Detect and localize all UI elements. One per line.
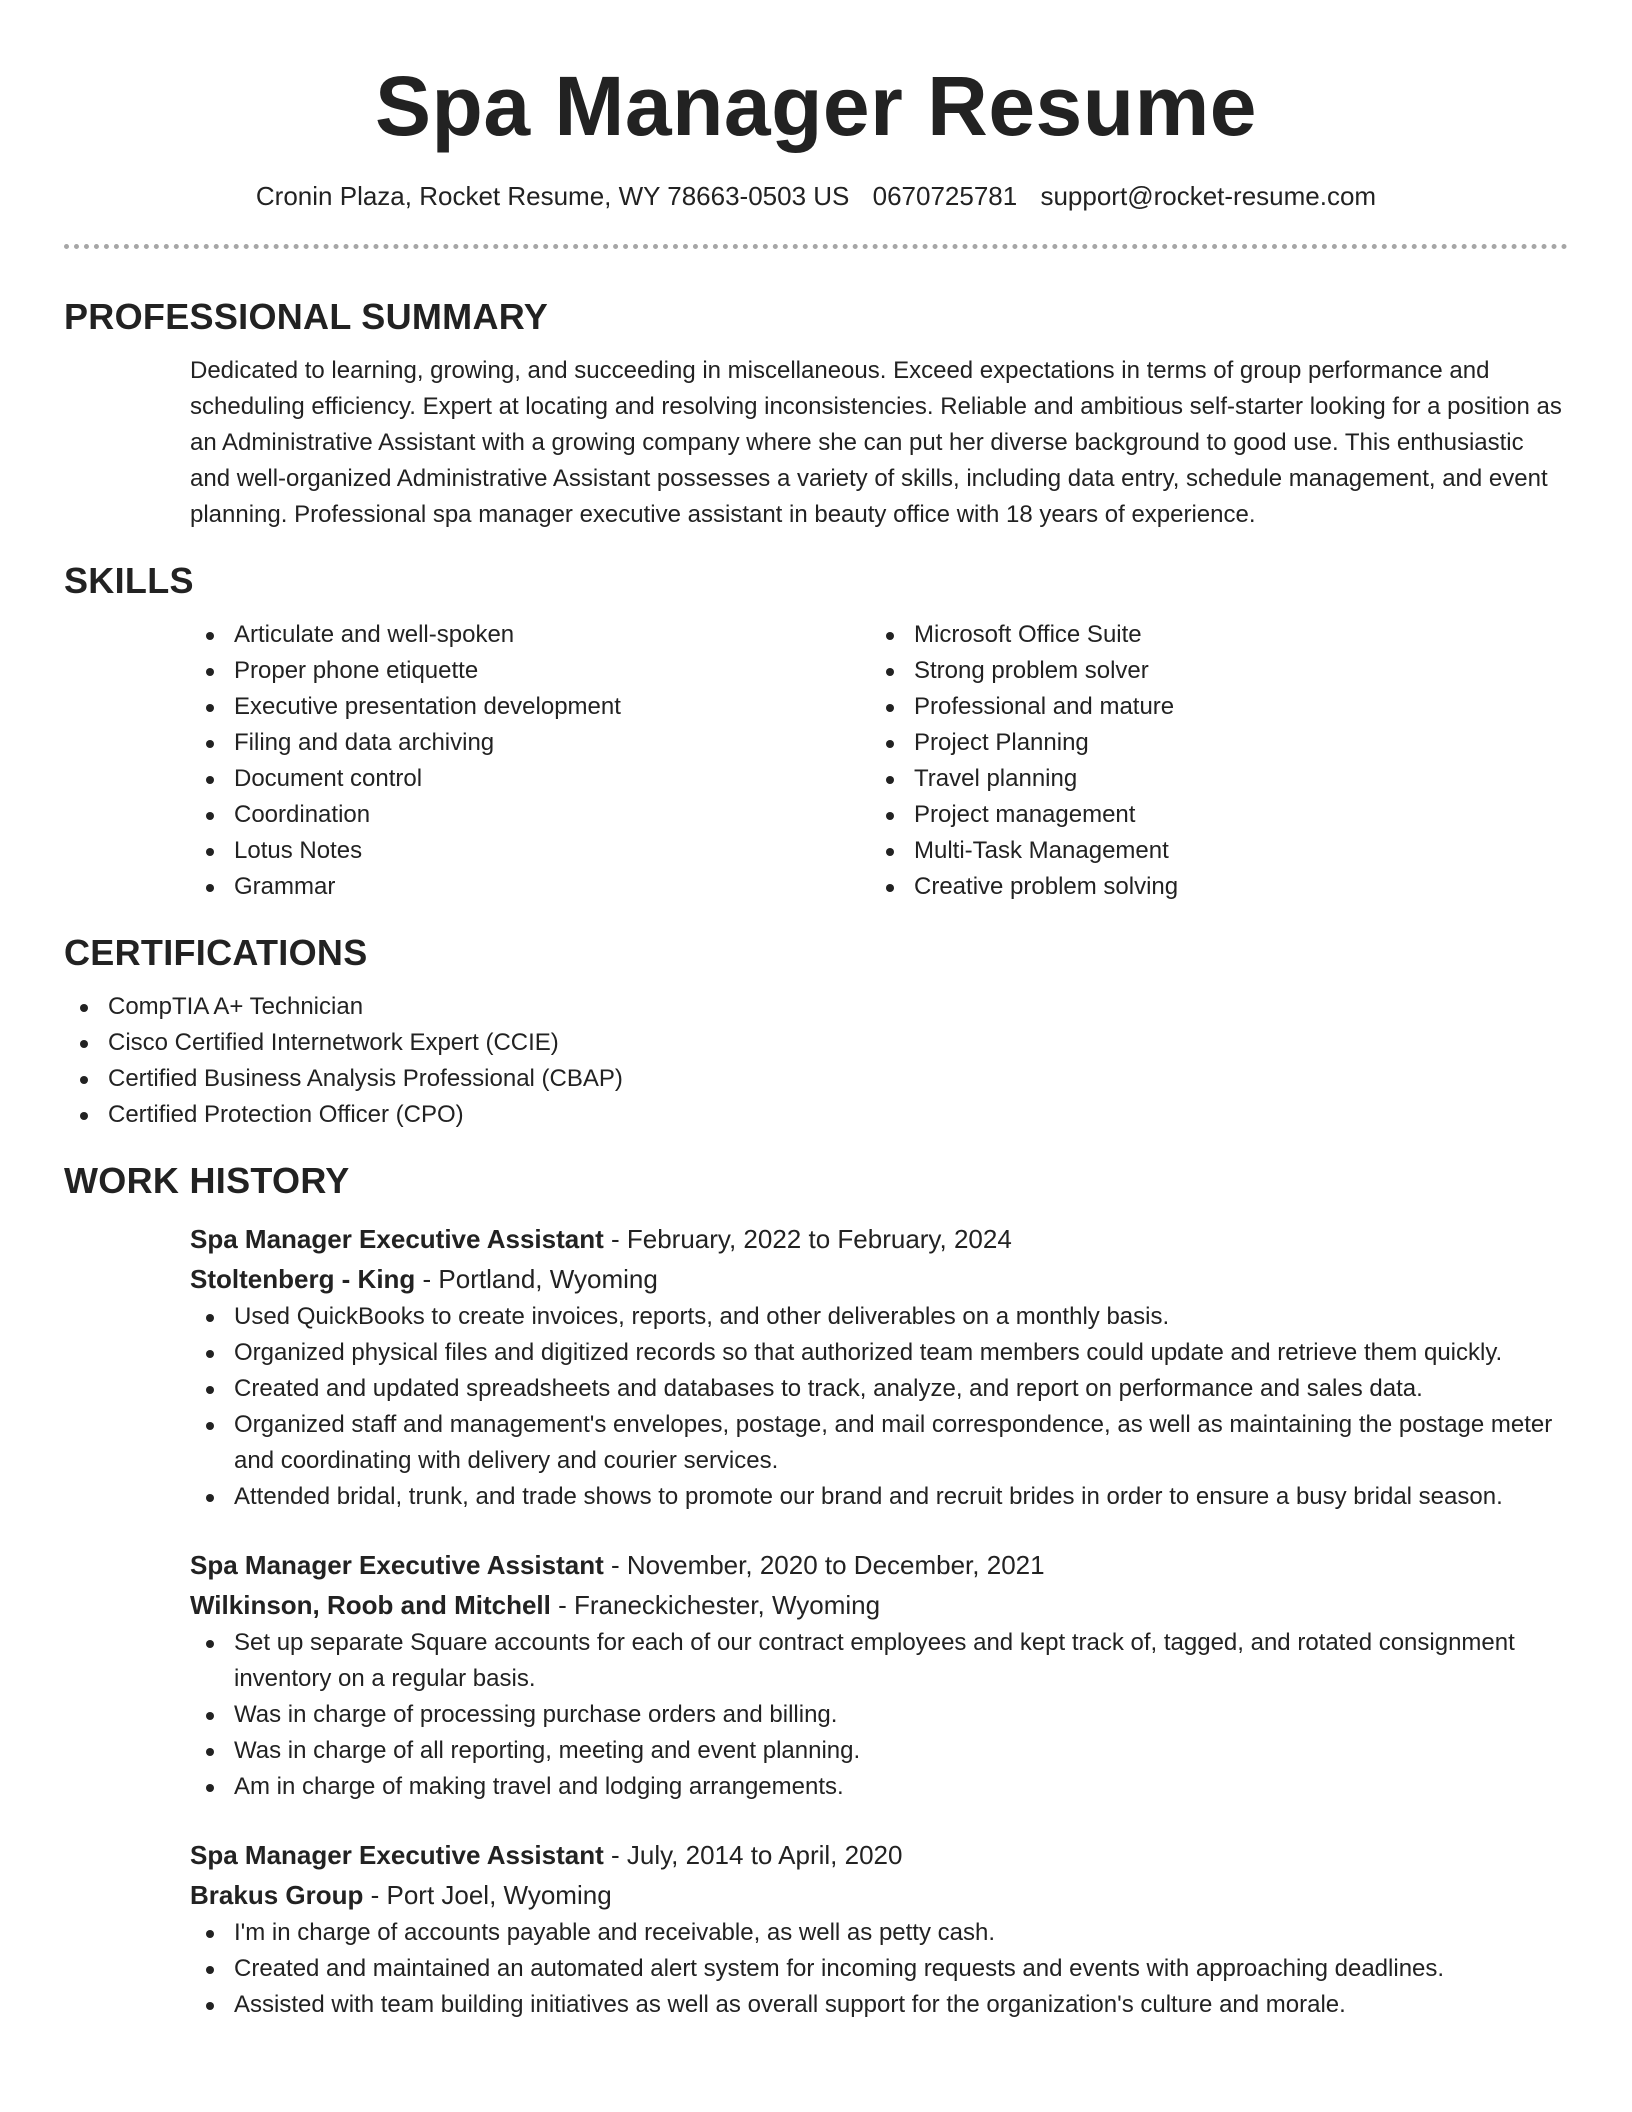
certifications-section xyxy=(64,931,1568,1133)
certification-item: Certified Business Analysis Professional (CBAP) xyxy=(64,1061,1568,1097)
resume-page xyxy=(64,0,1568,2023)
job-bullet: Created and maintained an automated alert system for incoming requests and events with approaching deadlines. xyxy=(190,1951,1568,1987)
job-title-line xyxy=(190,1835,1568,1875)
job-bullets xyxy=(190,1625,1568,1805)
skill-item: Strong problem solver xyxy=(870,653,1550,689)
job-bullet: Attended bridal, trunk, and trade shows to promote our brand and recruit brides in order to ensure a busy bridal season. xyxy=(190,1479,1568,1515)
skill-item: Document control xyxy=(190,761,870,797)
job-bullet: Was in charge of processing purchase orders and billing. xyxy=(190,1697,1568,1733)
job-dates: - November, 2020 to December, 2021 xyxy=(603,1550,1045,1580)
skill-item: Coordination xyxy=(190,797,870,833)
job-bullets xyxy=(190,1299,1568,1515)
skill-item: Multi-Task Management xyxy=(870,833,1550,869)
job-title: Spa Manager Executive Assistant xyxy=(190,1224,604,1254)
contact-address: Cronin Plaza, Rocket Resume, WY 78663-0503 US xyxy=(255,181,850,211)
work-history-section xyxy=(64,1159,1568,2023)
job-title-line xyxy=(190,1219,1568,1259)
job-bullet: Am in charge of making travel and lodging arrangements. xyxy=(190,1769,1568,1805)
summary-section xyxy=(64,295,1568,533)
contact-phone: 0670725781 xyxy=(872,181,1018,211)
job-location: - Portland, Wyoming xyxy=(415,1264,658,1294)
certifications-list xyxy=(64,989,1568,1133)
job-bullets xyxy=(190,1915,1568,2023)
skill-item: Creative problem solving xyxy=(870,869,1550,905)
certification-item: Cisco Certified Internetwork Expert (CCIE) xyxy=(64,1025,1568,1061)
skill-item: Project management xyxy=(870,797,1550,833)
skill-item: Professional and mature xyxy=(870,689,1550,725)
job-company-line xyxy=(190,1875,1568,1915)
contact-email: support@rocket-resume.com xyxy=(1040,181,1377,211)
job-entry xyxy=(190,1545,1568,1805)
job-dates: - February, 2022 to February, 2024 xyxy=(603,1224,1012,1254)
skill-item: Travel planning xyxy=(870,761,1550,797)
job-bullet: Set up separate Square accounts for each of our contract employees and kept track of, tagged, and rotated consignment inventory on a regular basis. xyxy=(190,1625,1568,1697)
skills-columns xyxy=(190,617,1568,905)
job-company-line xyxy=(190,1585,1568,1625)
skill-item: Microsoft Office Suite xyxy=(870,617,1550,653)
job-location: - Franeckichester, Wyoming xyxy=(550,1590,881,1620)
skill-item: Filing and data archiving xyxy=(190,725,870,761)
skill-item: Grammar xyxy=(190,869,870,905)
job-bullet: Used QuickBooks to create invoices, reports, and other deliverables on a monthly basis. xyxy=(190,1299,1568,1335)
skill-item: Lotus Notes xyxy=(190,833,870,869)
summary-text: Dedicated to learning, growing, and succeeding in miscellaneous. Exceed expectations in terms of group performance and scheduling efficiency. Expert at locating and resolving inconsistencies. Reliable and ambitious self-starter looking for a position as an Administrative Assistant with a growing company where she can put her diverse background to good use. This enthusiastic and well-organized Administrative Assistant possesses a variety of skills, including data entry, schedule management, and event planning. Professional spa manager executive assistant in beauty office with 18 years of experience. xyxy=(190,357,1562,528)
skill-item: Articulate and well-spoken xyxy=(190,617,870,653)
job-bullet: Assisted with team building initiatives as well as overall support for the organization's culture and morale. xyxy=(190,1987,1568,2023)
job-company: Brakus Group xyxy=(190,1880,364,1910)
job-bullet: Organized physical files and digitized records so that authorized team members could update and retrieve them quickly. xyxy=(190,1335,1568,1371)
skills-section xyxy=(64,559,1568,905)
job-company-line xyxy=(190,1259,1568,1299)
job-bullet: Was in charge of all reporting, meeting and event planning. xyxy=(190,1733,1568,1769)
section-heading-certifications: CERTIFICATIONS xyxy=(64,932,368,973)
job-bullet: Created and updated spreadsheets and databases to track, analyze, and report on performance and sales data. xyxy=(190,1371,1568,1407)
skill-item: Project Planning xyxy=(870,725,1550,761)
certification-item: CompTIA A+ Technician xyxy=(64,989,1568,1025)
section-heading-work-history: WORK HISTORY xyxy=(64,1160,350,1201)
resume-title: Spa Manager Resume xyxy=(375,59,1257,153)
skill-item: Executive presentation development xyxy=(190,689,870,725)
job-entry xyxy=(190,1219,1568,1515)
job-title: Spa Manager Executive Assistant xyxy=(190,1840,604,1870)
skills-list-left xyxy=(190,617,870,905)
job-location: - Port Joel, Wyoming xyxy=(363,1880,612,1910)
job-company: Wilkinson, Roob and Mitchell xyxy=(190,1590,551,1620)
job-bullet: I'm in charge of accounts payable and receivable, as well as petty cash. xyxy=(190,1915,1568,1951)
skill-item: Proper phone etiquette xyxy=(190,653,870,689)
header-divider xyxy=(64,244,1568,249)
job-bullet: Organized staff and management's envelopes, postage, and mail correspondence, as well as maintaining the postage meter and coordinating with delivery and courier services. xyxy=(190,1407,1568,1479)
skills-list-right xyxy=(870,617,1550,905)
job-title-line xyxy=(190,1545,1568,1585)
certification-item: Certified Protection Officer (CPO) xyxy=(64,1097,1568,1133)
job-company: Stoltenberg - King xyxy=(190,1264,416,1294)
job-title: Spa Manager Executive Assistant xyxy=(190,1550,604,1580)
job-dates: - July, 2014 to April, 2020 xyxy=(603,1840,903,1870)
section-heading-summary: PROFESSIONAL SUMMARY xyxy=(64,296,549,337)
section-heading-skills: SKILLS xyxy=(64,560,194,601)
contact-line xyxy=(64,180,1568,212)
job-entry xyxy=(190,1835,1568,2023)
